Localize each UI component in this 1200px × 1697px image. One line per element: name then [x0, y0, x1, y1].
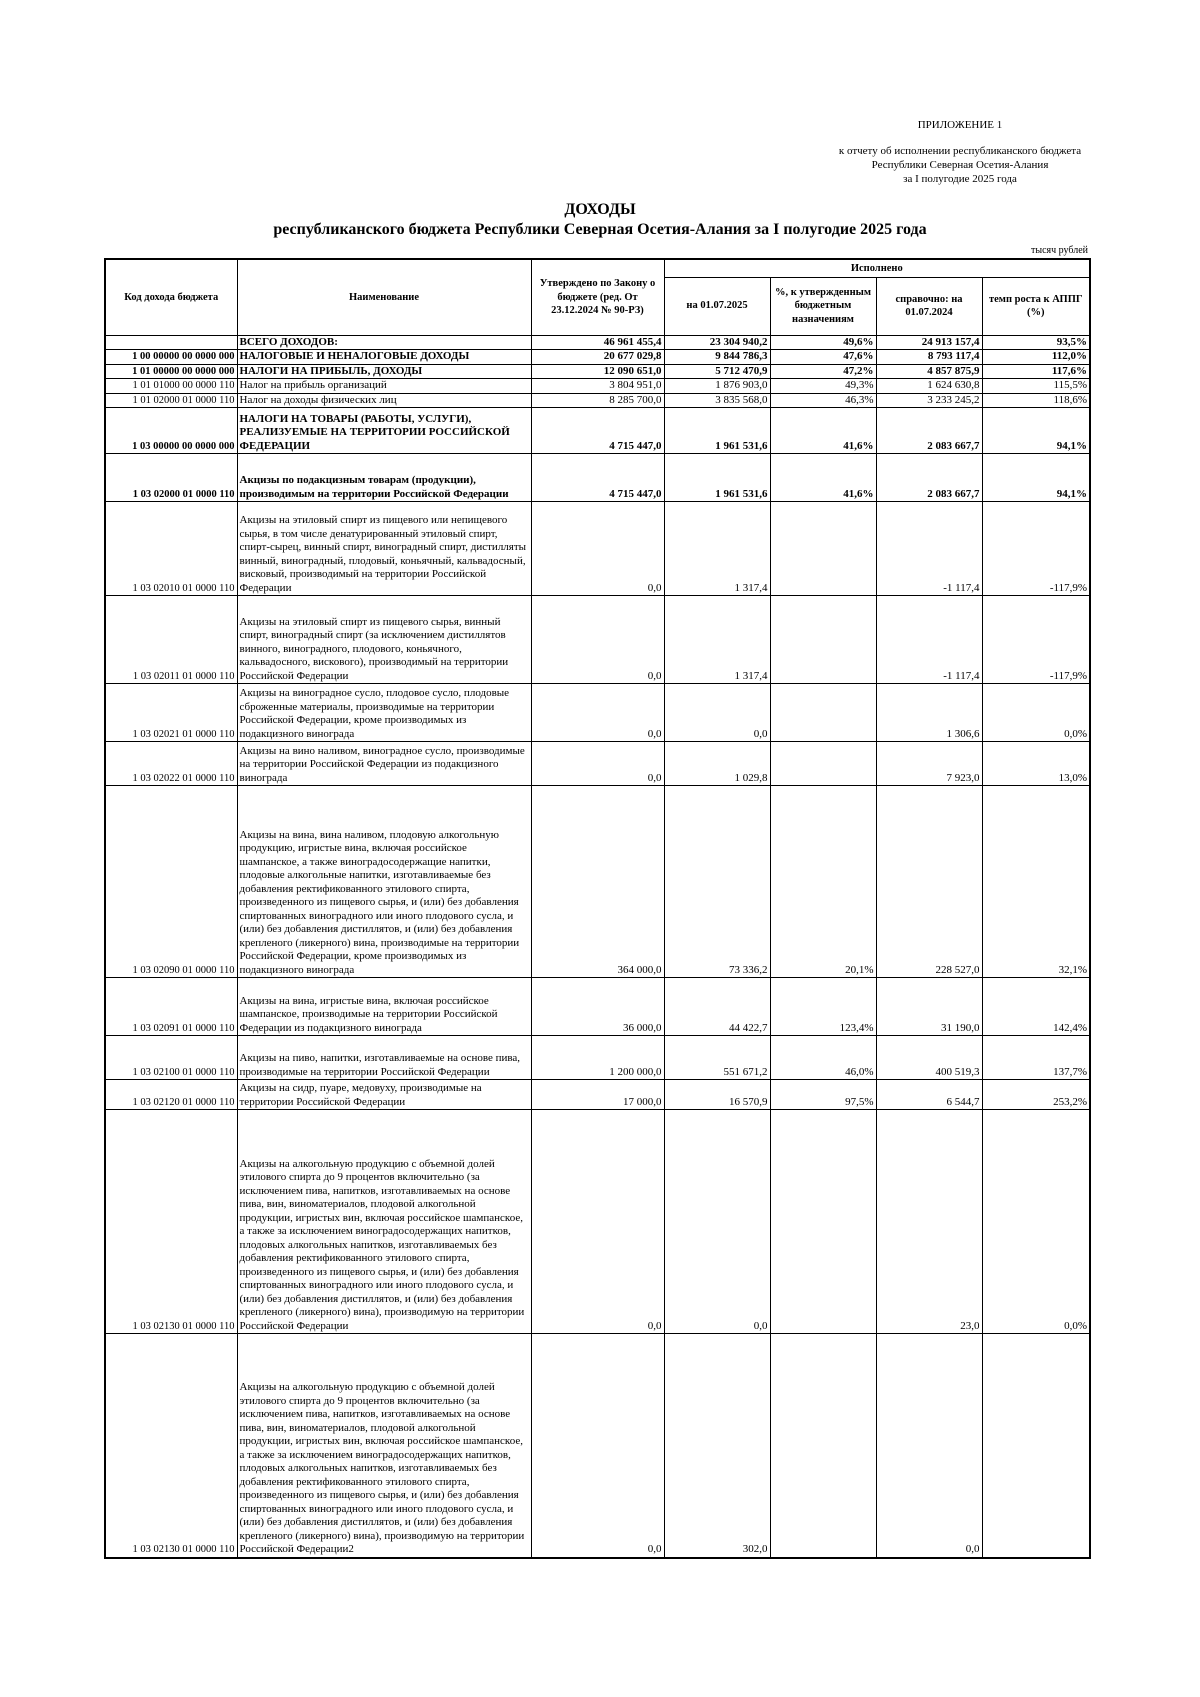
cell-approved: 0,0 [531, 1110, 664, 1334]
cell-name: Акцизы на сидр, пуаре, медовуху, производимые на территории Российской Федерации [237, 1080, 531, 1110]
cell-code: 1 03 02130 01 0000 110 [105, 1334, 237, 1558]
cell-name: Акцизы на пиво, напитки, изготавливаемые на основе пива, производимые на территории Российской Федерации [237, 1036, 531, 1080]
table-row [105, 786, 1090, 978]
cell-name: Налог на доходы физических лиц [237, 393, 531, 408]
cell-reference: 3 233 245,2 [876, 393, 982, 408]
cell-approved: 0,0 [531, 1334, 664, 1558]
cell-code: 1 03 02090 01 0000 110 [105, 786, 237, 978]
cell-approved: 8 285 700,0 [531, 393, 664, 408]
table-row [105, 408, 1090, 454]
cell-percent: 41,6% [770, 454, 876, 502]
cell-executed: 1 961 531,6 [664, 408, 770, 454]
cell-reference: 2 083 667,7 [876, 408, 982, 454]
cell-name: Акцизы на этиловый спирт из пищевого сырья, винный спирт, виноградный спирт (за исключением дистиллятов винного, виноградного, плодового, коньячного, кальвадосного, вискового), производимый на территории Российской Федерации [237, 596, 531, 684]
cell-executed: 551 671,2 [664, 1036, 770, 1080]
table-row [105, 742, 1090, 786]
cell-approved: 1 200 000,0 [531, 1036, 664, 1080]
cell-executed: 302,0 [664, 1334, 770, 1558]
cell-percent: 20,1% [770, 786, 876, 978]
header-name: Наименование [237, 259, 531, 335]
document-title-block [0, 200, 1200, 240]
table-row [105, 1080, 1090, 1110]
document-subtitle: республиканского бюджета Республики Северная Осетия-Алания за I полугодие 2025 года [273, 221, 927, 238]
cell-code: 1 03 02000 01 0000 110 [105, 454, 237, 502]
appendix-title: ПРИЛОЖЕНИЕ 1 [917, 119, 1003, 131]
header-growth: темп роста к АППГ (%) [982, 277, 1090, 335]
header-reference: справочно: на 01.07.2024 [876, 277, 982, 335]
cell-reference: 23,0 [876, 1110, 982, 1334]
cell-executed: 3 835 568,0 [664, 393, 770, 408]
cell-growth: 93,5% [982, 335, 1090, 350]
cell-approved: 36 000,0 [531, 978, 664, 1036]
cell-executed: 9 844 786,3 [664, 350, 770, 365]
appendix-line-2: Республики Северная Осетия-Алания [871, 159, 1049, 171]
table-row [105, 454, 1090, 502]
table-row [105, 502, 1090, 596]
cell-reference: 1 306,6 [876, 684, 982, 742]
cell-growth: 137,7% [982, 1036, 1090, 1080]
cell-executed: 5 712 470,9 [664, 364, 770, 379]
cell-code: 1 03 02130 01 0000 110 [105, 1110, 237, 1334]
cell-code: 1 03 00000 00 0000 000 [105, 408, 237, 454]
cell-reference: 2 083 667,7 [876, 454, 982, 502]
cell-percent [770, 1334, 876, 1558]
cell-percent [770, 596, 876, 684]
cell-reference: 31 190,0 [876, 978, 982, 1036]
revenue-table [104, 258, 1091, 1559]
cell-percent: 47,2% [770, 364, 876, 379]
table-row [105, 379, 1090, 394]
cell-percent: 46,3% [770, 393, 876, 408]
header-percent: %, к утвержденным бюджетным назначениям [770, 277, 876, 335]
table-row [105, 596, 1090, 684]
cell-percent: 97,5% [770, 1080, 876, 1110]
cell-percent: 46,0% [770, 1036, 876, 1080]
cell-name: Акцизы по подакцизным товарам (продукции), производимым на территории Российской Федерации [237, 454, 531, 502]
table-row [105, 1110, 1090, 1334]
cell-code: 1 01 02000 01 0000 110 [105, 393, 237, 408]
cell-growth: 253,2% [982, 1080, 1090, 1110]
cell-approved: 0,0 [531, 742, 664, 786]
cell-reference: 6 544,7 [876, 1080, 982, 1110]
cell-code: 1 03 02021 01 0000 110 [105, 684, 237, 742]
cell-code: 1 01 01000 00 0000 110 [105, 379, 237, 394]
cell-approved: 12 090 651,0 [531, 364, 664, 379]
table-row [105, 393, 1090, 408]
cell-growth: 94,1% [982, 454, 1090, 502]
cell-name: Акцизы на вина, вина наливом, плодовую алкогольную продукцию, игристые вина, включая российское шампанское, а также виноградосодержащие напитки, плодовые алкогольные напитки, изготавливаемые без добавления ректификованного этилового спирта, произведенного из пищевого сырья, и (или) без добавления спиртованных виноградного или иного плодового сусла, и (или) без добавления дистиллятов, и (или) без добавления крепленого (ликерного) вина, производимые на территории Российской Федерации, кроме производимых из подакцизного винограда [237, 786, 531, 978]
cell-name: Акцизы на алкогольную продукцию с объемной долей этилового спирта до 9 процентов включительно (за исключением пива, напитков, изготавливаемых на основе пива, вин, виноматериалов, плодовой алкогольной продукции, игристых вин, включая российское шампанское, а также за исключением виноградосодержащих напитков, плодовых алкогольных напитков, изготавливаемых без добавления ректификованного этилового спирта, произведенного из пищевого сырья, и (или) без добавления спиртованных виноградного или иного плодового сусла, и (или) без добавления дистиллятов, и (или) без добавления крепленого (ликерного) вина), производимую на территории Российской Федерации [237, 1110, 531, 1334]
cell-name: НАЛОГИ НА ТОВАРЫ (РАБОТЫ, УСЛУГИ), РЕАЛИЗУЕМЫЕ НА ТЕРРИТОРИИ РОССИЙСКОЙ ФЕДЕРАЦИИ [237, 408, 531, 454]
cell-executed: 73 336,2 [664, 786, 770, 978]
cell-reference: 7 923,0 [876, 742, 982, 786]
document-title: ДОХОДЫ [564, 201, 636, 218]
cell-executed: 23 304 940,2 [664, 335, 770, 350]
cell-name: НАЛОГИ НА ПРИБЫЛЬ, ДОХОДЫ [237, 364, 531, 379]
header-executed: Исполнено [664, 259, 1090, 277]
cell-percent [770, 742, 876, 786]
cell-growth: 118,6% [982, 393, 1090, 408]
cell-code: 1 03 02100 01 0000 110 [105, 1036, 237, 1080]
header-code: Код дохода бюджета [105, 259, 237, 335]
cell-percent: 41,6% [770, 408, 876, 454]
cell-reference: 228 527,0 [876, 786, 982, 978]
cell-growth: -117,9% [982, 502, 1090, 596]
cell-growth: 0,0% [982, 1110, 1090, 1334]
cell-growth: 117,6% [982, 364, 1090, 379]
cell-code: 1 03 02091 01 0000 110 [105, 978, 237, 1036]
cell-name: Налог на прибыль организаций [237, 379, 531, 394]
cell-executed: 1 317,4 [664, 596, 770, 684]
table-row [105, 364, 1090, 379]
cell-reference: 400 519,3 [876, 1036, 982, 1080]
cell-executed: 1 317,4 [664, 502, 770, 596]
cell-growth: 94,1% [982, 408, 1090, 454]
table-row [105, 1036, 1090, 1080]
cell-approved: 4 715 447,0 [531, 454, 664, 502]
cell-percent: 123,4% [770, 978, 876, 1036]
cell-percent [770, 502, 876, 596]
cell-percent: 49,3% [770, 379, 876, 394]
appendix-block [760, 118, 1160, 186]
cell-executed: 1 876 903,0 [664, 379, 770, 394]
cell-executed: 0,0 [664, 1110, 770, 1334]
cell-growth: 32,1% [982, 786, 1090, 978]
cell-reference: 8 793 117,4 [876, 350, 982, 365]
table-row [105, 684, 1090, 742]
cell-growth: 142,4% [982, 978, 1090, 1036]
cell-executed: 1 961 531,6 [664, 454, 770, 502]
table-row [105, 350, 1090, 365]
cell-code: 1 01 00000 00 0000 000 [105, 364, 237, 379]
cell-name: Акцизы на виноградное сусло, плодовое сусло, плодовые сброженные материалы, производимые на территории Российской Федерации, кроме производимых из подакцизного винограда [237, 684, 531, 742]
table-body [105, 335, 1090, 1558]
cell-name: Акцизы на этиловый спирт из пищевого или непищевого сырья, в том числе денатурированный этиловый спирт, спирт-сырец, винный спирт, виноградный спирт, дистилляты винный, виноградный, плодовый, коньячный, кальвадосный, висковый, производимый на территории Российской Федерации [237, 502, 531, 596]
cell-executed: 44 422,7 [664, 978, 770, 1036]
appendix-line-1: к отчету об исполнении республиканского бюджета [838, 145, 1082, 157]
cell-reference: 24 913 157,4 [876, 335, 982, 350]
header-on-date: на 01.07.2025 [664, 277, 770, 335]
cell-reference: 4 857 875,9 [876, 364, 982, 379]
units-label: тысяч рублей [1030, 245, 1088, 256]
cell-growth: 0,0% [982, 684, 1090, 742]
cell-name: НАЛОГОВЫЕ И НЕНАЛОГОВЫЕ ДОХОДЫ [237, 350, 531, 365]
cell-executed: 16 570,9 [664, 1080, 770, 1110]
cell-approved: 4 715 447,0 [531, 408, 664, 454]
cell-approved: 0,0 [531, 596, 664, 684]
cell-name: ВСЕГО ДОХОДОВ: [237, 335, 531, 350]
cell-code: 1 00 00000 00 0000 000 [105, 350, 237, 365]
cell-reference: -1 117,4 [876, 596, 982, 684]
cell-percent: 47,6% [770, 350, 876, 365]
cell-code: 1 03 02120 01 0000 110 [105, 1080, 237, 1110]
cell-growth: -117,9% [982, 596, 1090, 684]
cell-approved: 0,0 [531, 684, 664, 742]
appendix-line-3: за I полугодие 2025 года [903, 173, 1017, 185]
table-row [105, 335, 1090, 350]
cell-approved: 17 000,0 [531, 1080, 664, 1110]
header-approved: Утверждено по Закону о бюджете (ред. От 23.12.2024 № 90-РЗ) [531, 259, 664, 335]
cell-executed: 1 029,8 [664, 742, 770, 786]
cell-name: Акцизы на вина, игристые вина, включая российское шампанское, производимые на территории Российской Федерации из подакцизного винограда [237, 978, 531, 1036]
cell-name: Акцизы на алкогольную продукцию с объемной долей этилового спирта до 9 процентов включительно (за исключением пива, напитков, изготавливаемых на основе пива, вин, виноматериалов, плодовой алкогольной продукции, игристых вин, включая российское шампанское, а также за исключением виноградосодержащих напитков, плодовых алкогольных напитков, изготавливаемых без добавления ректификованного этилового спирта, произведенного из пищевого сырья, и (или) без добавления спиртованных виноградного или иного плодового сусла, и (или) без добавления дистиллятов, и (или) без добавления крепленого (ликерного) вина), производимую на территории Российской Федерации2 [237, 1334, 531, 1558]
cell-percent [770, 684, 876, 742]
cell-executed: 0,0 [664, 684, 770, 742]
cell-approved: 46 961 455,4 [531, 335, 664, 350]
cell-reference: -1 117,4 [876, 502, 982, 596]
cell-name: Акцизы на вино наливом, виноградное сусло, производимые на территории Российской Федерации из подакцизного винограда [237, 742, 531, 786]
cell-code: 1 03 02011 01 0000 110 [105, 596, 237, 684]
cell-growth: 115,5% [982, 379, 1090, 394]
cell-approved: 364 000,0 [531, 786, 664, 978]
cell-percent: 49,6% [770, 335, 876, 350]
table-row [105, 1334, 1090, 1558]
cell-reference: 0,0 [876, 1334, 982, 1558]
cell-growth [982, 1334, 1090, 1558]
cell-code: 1 03 02010 01 0000 110 [105, 502, 237, 596]
cell-approved: 20 677 029,8 [531, 350, 664, 365]
cell-reference: 1 624 630,8 [876, 379, 982, 394]
cell-code: 1 03 02022 01 0000 110 [105, 742, 237, 786]
cell-percent [770, 1110, 876, 1334]
cell-code [105, 335, 237, 350]
cell-approved: 3 804 951,0 [531, 379, 664, 394]
cell-approved: 0,0 [531, 502, 664, 596]
cell-growth: 112,0% [982, 350, 1090, 365]
cell-growth: 13,0% [982, 742, 1090, 786]
table-row [105, 978, 1090, 1036]
